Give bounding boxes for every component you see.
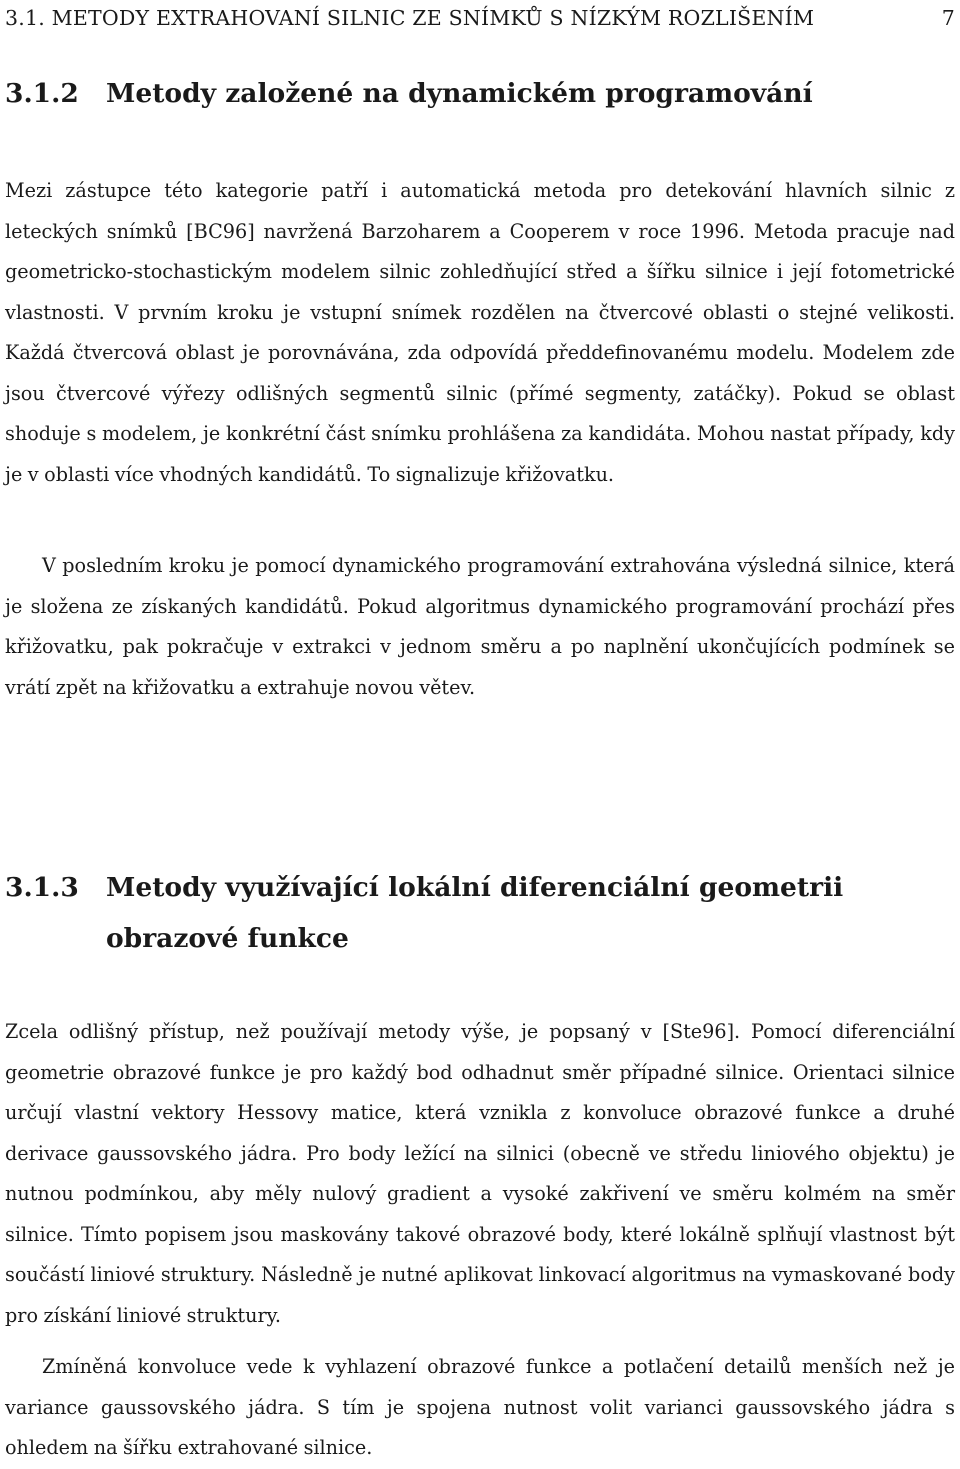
section-title: Metody založené na dynamickém programování	[106, 78, 813, 109]
paragraph: V posledním kroku je pomocí dynamického programování extrahována výsledná silnice, která je složena ze získaných kandidátů. Pokud algoritmus dynamického programování prochází přes křižovatku, pak pokračuje v extrakci v jednom směru a po naplnění ukončujících podmínek se vrátí zpět na křižovatku a extrahuje novou větev.	[5, 554, 955, 699]
section-heading-3-1-2	[5, 68, 960, 119]
section-number: 3.1.2	[5, 78, 79, 109]
section-title: Metody využívající lokální diferenciální geometrii obrazové funkce	[106, 872, 844, 954]
paragraph: Zcela odlišný přístup, než používají metody výše, je popsaný v [Ste96]. Pomocí diferenciální geometrie obrazové funkce je pro každý bod odhadnut směr případné silnice. Orientaci silnice určují vlastní vektory Hessovy matice, která vznikla z konvoluce obrazové funkce a druhé derivace gaussovského jádra. Pro body ležící na silnici (obecně ve středu liniového objektu) je nutnou podmínkou, aby měly nulový gradient a vysoké zakřivení ve směru kolmém na směr silnice. Tímto popisem jsou maskovány takové obrazové body, které lokálně splňují vlastnost být součástí liniové struktury. Následně je nutné aplikovat linkovací algoritmus na vymaskované body pro získání liniové struktury.	[5, 1020, 955, 1327]
paragraph: Mezi zástupce této kategorie patří i automatická metoda pro detekování hlavních silnic z leteckých snímků [BC96] navržená Barzoharem a Cooperem v roce 1996. Metoda pracuje nad geometricko-stochastickým modelem silnic zohledňující střed a šířku silnice i její fotometrické vlastnosti. V prvním kroku je vstupní snímek rozdělen na čtvercové oblasti o stejné velikosti. Každá čtvercová oblast je porovnávána, zda odpovídá předdefinovanému modelu. Modelem zde jsou čtvercové výřezy odlišných segmentů silnic (přímé segmenty, zatáčky). Pokud se oblast shoduje s modelem, je konkrétní část snímku prohlášena za kandidáta. Mohou nastat případy, kdy je v oblasti více vhodných kandidátů. To signalizuje křižovatku.	[5, 179, 955, 486]
running-header	[5, 2, 955, 34]
paragraph: Zmíněná konvoluce vede k vyhlazení obrazové funkce a potlačení detailů menších než je variance gaussovského jádra. S tím je spojena nutnost volit varianci gaussovského jádra s ohledem na šířku extrahované silnice.	[5, 1355, 955, 1459]
section-heading-3-1-3	[5, 862, 960, 964]
page-number: 7	[941, 6, 955, 30]
section-number: 3.1.3	[5, 872, 79, 903]
running-header-title: 3.1. METODY EXTRAHOVANÍ SILNIC ZE SNÍMKŮ S NÍZKÝM ROZLIŠENÍM	[5, 6, 815, 30]
